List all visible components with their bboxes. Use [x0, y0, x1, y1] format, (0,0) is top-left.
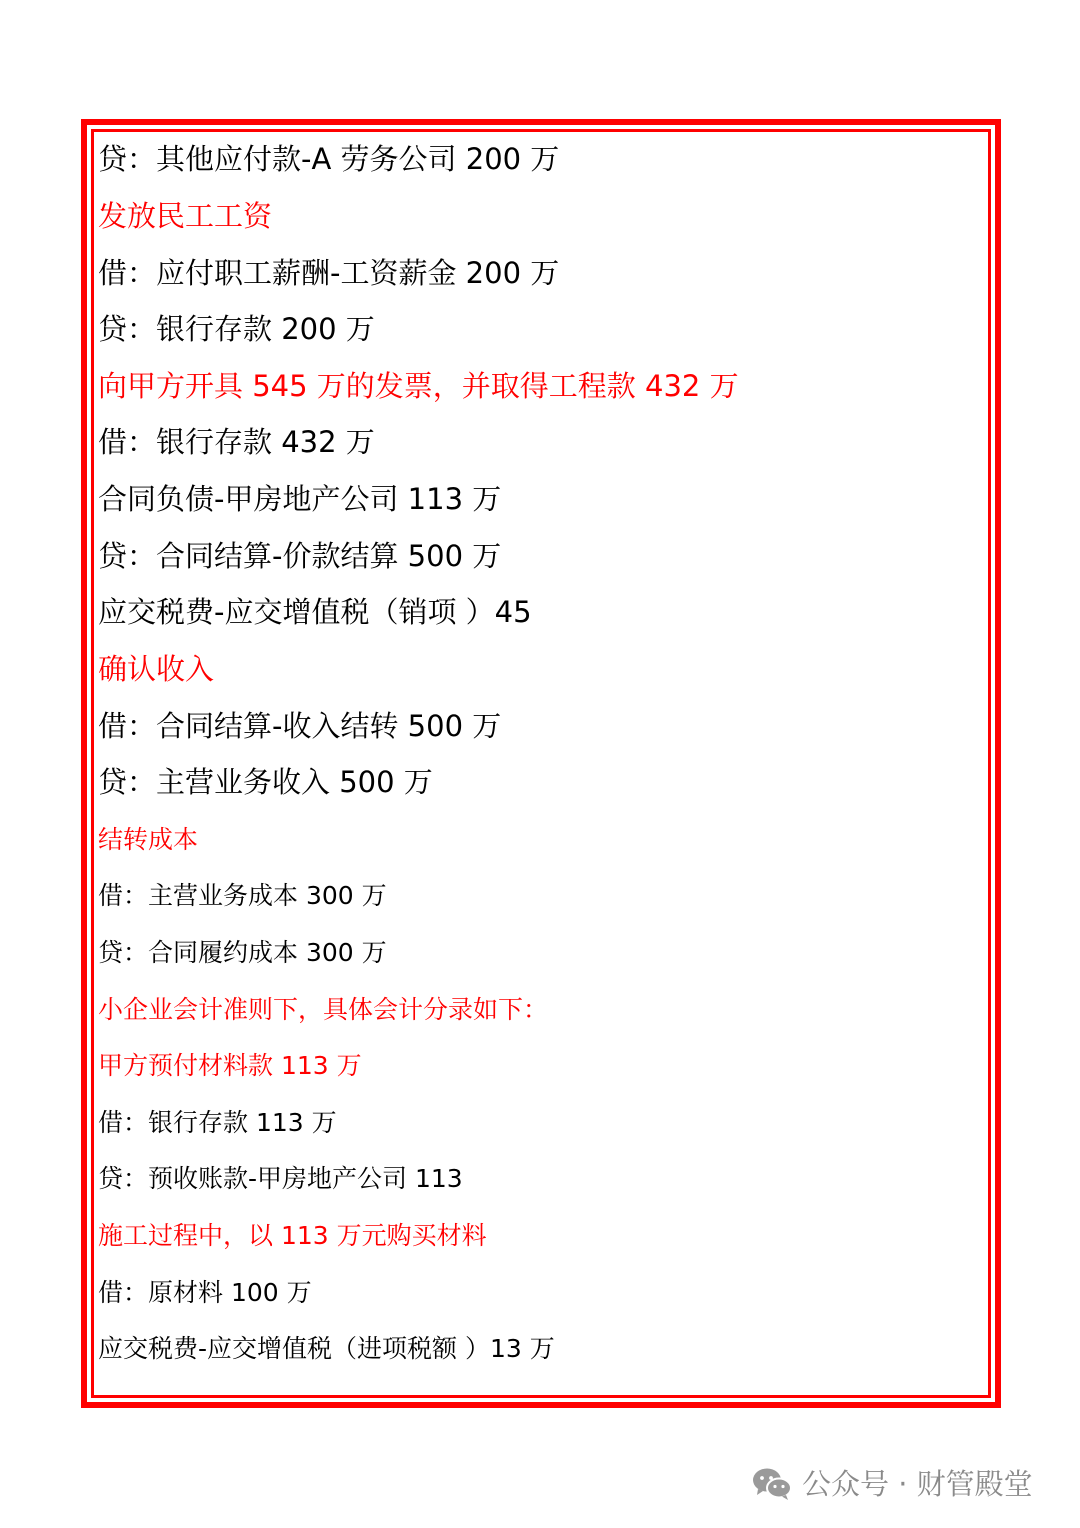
entry-line: 应交税费-应交增值税（进项税额 ）13 万 — [98, 1334, 555, 1363]
entry-line: 应交税费-应交增值税（销项 ）45 — [98, 595, 532, 629]
entry-line: 借：主营业务成本 300 万 — [98, 881, 387, 910]
entry-line: 借：银行存款 432 万 — [98, 425, 375, 459]
entry-line: 贷：其他应付款-A 劳务公司 200 万 — [98, 142, 560, 176]
entry-line: 贷：预收账款-甲房地产公司 113 — [98, 1164, 463, 1193]
entry-line: 贷：银行存款 200 万 — [98, 312, 375, 346]
entry-line: 贷：主营业务收入 500 万 — [98, 765, 433, 799]
entry-line: 借：合同结算-收入结转 500 万 — [98, 709, 502, 743]
entry-line: 施工过程中，以 113 万元购买材料 — [98, 1221, 487, 1250]
entry-line: 贷：合同履约成本 300 万 — [98, 938, 387, 967]
entry-line: 确认收入 — [98, 652, 215, 686]
entry-line: 借：原材料 100 万 — [98, 1278, 312, 1307]
entry-line: 结转成本 — [98, 825, 199, 854]
watermark — [752, 1462, 1033, 1506]
watermark-text: 公众号 · 财管殿堂 — [802, 1466, 1033, 1501]
entry-line: 合同负债-甲房地产公司 113 万 — [98, 482, 502, 516]
entry-line: 发放民工工资 — [98, 199, 273, 233]
entry-line: 甲方预付材料款 113 万 — [98, 1051, 362, 1080]
wechat-icon — [752, 1467, 792, 1501]
entry-line: 借：应付职工薪酬-工资薪金 200 万 — [98, 256, 560, 290]
entry-line: 小企业会计准则下，具体会计分录如下： — [98, 995, 549, 1024]
entry-line: 借：银行存款 113 万 — [98, 1108, 337, 1137]
entry-line: 向甲方开具 545 万的发票，并取得工程款 432 万 — [98, 369, 739, 403]
entry-line: 贷：合同结算-价款结算 500 万 — [98, 539, 502, 573]
